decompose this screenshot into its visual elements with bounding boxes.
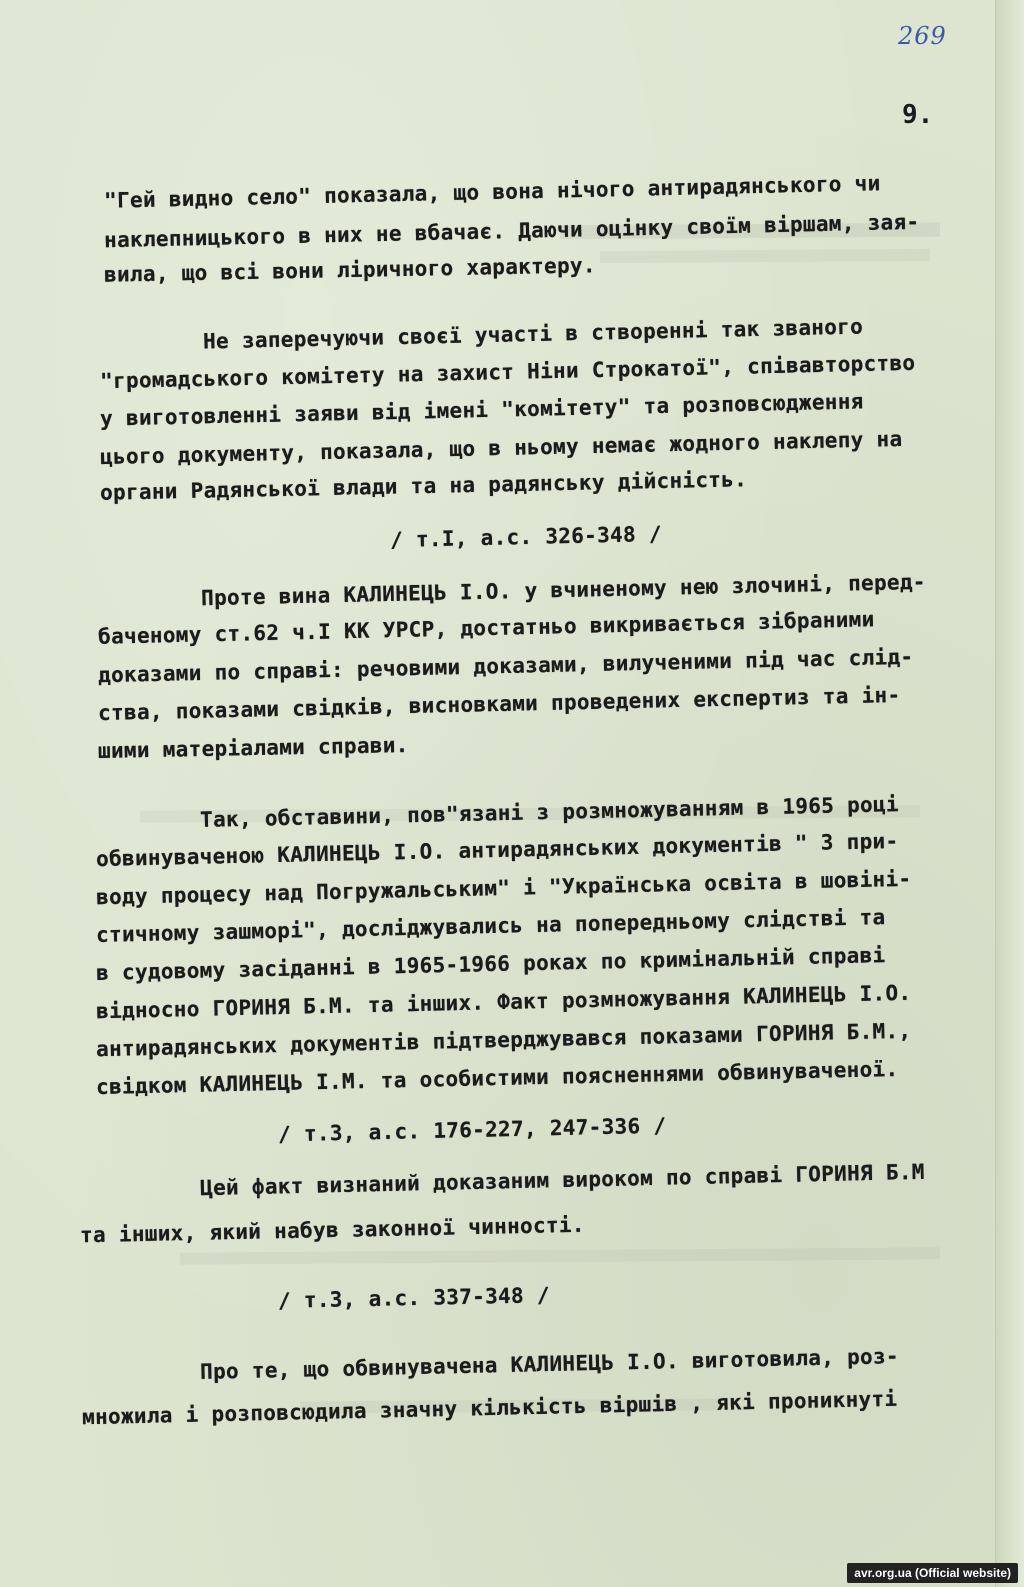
text-line: вила, що всі вони ліричного характеру.: [103, 253, 597, 287]
text-line: баченому ст.62 ч.І КК УРСР, достатньо викривається зібраними: [97, 607, 875, 649]
text-line: Проте вина КАЛИНЕЦЬ І.О. у вчиненому нею злочині, перед-: [200, 569, 926, 611]
reference-line: / т.3, а.с. 337-348 /: [277, 1283, 551, 1313]
text-line: відносно ГОРИНЯ Б.М. та інших. Факт розмножування КАЛИНЕЦЬ І.О.: [95, 980, 912, 1024]
text-line: воду процесу над Погружальським" і "Українська освіта в шовіні-: [95, 866, 912, 910]
reference-line: / т.3, а.с. 176-227, 247-336 /: [277, 1113, 667, 1147]
text-line: Не заперечуючи своєї участі в створенні так званого: [202, 314, 864, 354]
text-line: Цей факт визнаний доказаним вироком по справі ГОРИНЯ Б.М: [199, 1159, 925, 1201]
text-line: Про те, що обвинувачена КАЛИНЕЦЬ І.О. виготовила, роз-: [199, 1344, 900, 1384]
text-line: у виготовленні заяви від імені "комітету" та розповсюдження: [99, 389, 864, 431]
text-line: свідком КАЛИНЕЦЬ І.М. та особистими поясненнями обвинуваченої.: [95, 1056, 899, 1100]
page-number: 9.: [902, 100, 934, 130]
archive-page-number: 269: [898, 22, 947, 50]
text-line: органи Радянської влади та на радянську дійсність.: [99, 467, 748, 505]
text-line: обвинуваченою КАЛИНЕЦЬ І.О. антирадянських документів " З при-: [95, 828, 899, 872]
text-line: "громадського комітету на захист Ніни Строкатої", співавторство: [99, 350, 916, 394]
text-line: множила і розповсюдила значну кількість віршів , які проникнуті: [81, 1386, 898, 1430]
bleed-through-mark: [600, 249, 930, 263]
text-line: шими матеріалами справи.: [97, 733, 409, 763]
text-line: та інших, який набув законної чинності.: [79, 1212, 585, 1248]
text-line: "Гей видно село" показала, що вона нічого антирадянського чи: [103, 171, 881, 213]
text-line: доказами по справі: речовими доказами, вилученими під час слід-: [97, 644, 914, 688]
text-line: стичному зашморі", досліджувались на попередньому слідстві та: [95, 905, 886, 947]
text-line: наклепницького в них не вбачає. Даючи оцінку своїм віршам, зая-: [103, 209, 920, 253]
text-line: цього документу, показала, що в ньому немає жодного наклепу на: [99, 426, 903, 470]
adjacent-page-edge: [995, 0, 1024, 1587]
text-line: ства, показами свідків, висновками проведених експертиз та ін-: [97, 682, 901, 726]
reference-line: / т.І, а.с. 326-348 /: [389, 521, 663, 553]
text-line: в судовому засіданні в 1965-1966 роках по кримінальній справі: [95, 943, 886, 985]
text-line: антирадянських документів підтверджувався показами ГОРИНЯ Б.М.,: [95, 1018, 912, 1062]
text-line: Так, обставини, пов"язані з розмножуванням в 1965 році: [199, 792, 900, 832]
source-watermark: avr.org.ua (Official website): [847, 1563, 1018, 1583]
